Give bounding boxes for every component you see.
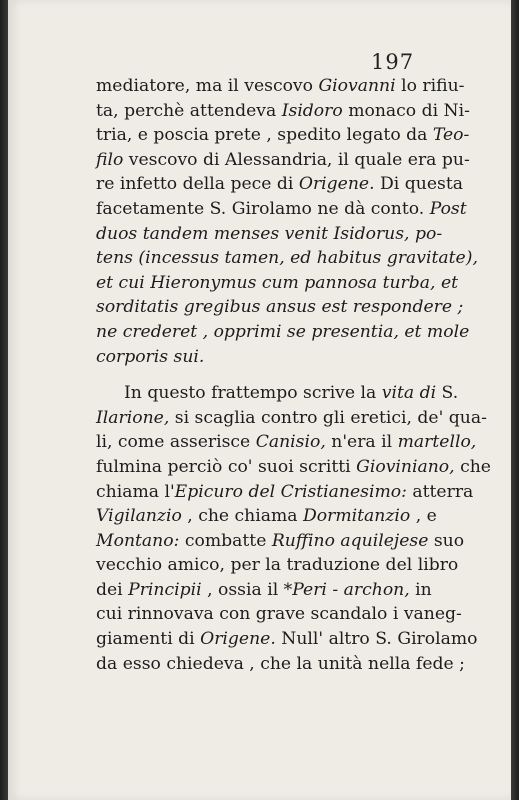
text-line [96,74,465,99]
text-line [96,553,459,578]
page-number: 197 [371,50,415,74]
text-line [96,172,463,197]
italic-text: et cui Hieronymus cum pannosa turba, et [96,272,459,293]
text-run: Null' altro S. Girolamo [275,629,478,650]
text-line [96,197,467,222]
text-line [96,480,474,505]
italic-text: ne crederet , opprimi se presentia, et mole [96,321,470,342]
text-run: vecchio amico, per la traduzione del libro [96,555,459,576]
italic-text: Origene. [200,629,276,650]
text-run: , e [410,506,437,527]
text-run: vescovo di Alessandria, il quale era pu- [123,149,470,170]
text-run: Di questa [374,174,463,195]
right-page-edge [511,0,519,800]
text-line [96,652,465,677]
italic-text: Ilarione, [96,407,170,428]
text-run: tria, e poscia prete , spedito legato da [96,125,433,146]
text-run: giamenti di [96,629,201,650]
italic-text: duos tandem menses venit Isidorus, po- [96,223,443,244]
italic-text: Teo- [432,125,470,146]
text-run: suo [428,530,465,551]
italic-text: filo [96,149,124,170]
text-run: in [409,579,432,600]
text-line [96,123,470,148]
text-run: , che chiama [181,506,303,527]
italic-text: Ruffino aquilejese [271,530,429,551]
text-run: si scaglia contro gli eretici, de' qua- [169,407,487,428]
text-run: atterra [406,481,474,502]
text-run: n'era il [325,432,398,453]
text-line [96,381,459,406]
text-run: li, come asserisce [96,432,256,453]
italic-text: Gioviniano, [356,456,455,477]
text-line [96,504,437,529]
text-line [96,295,464,320]
text-line [96,627,478,652]
italic-text: Principii [128,579,202,600]
italic-text: Vigilanzio [96,506,182,527]
paragraph-2 [96,381,491,676]
text-line [96,455,491,480]
text-line [96,320,470,345]
text-line [96,430,477,455]
text-line [96,271,459,296]
text-line [96,148,470,173]
paragraph-gap [96,369,426,381]
italic-text: Montano: [96,530,180,551]
text-line [96,246,478,271]
text-line [96,99,470,124]
italic-text: Post [429,198,467,219]
paragraph-1 [96,74,478,369]
italic-text: Dormitanzio [303,506,411,527]
text-line [96,529,465,554]
text-run: cui rinnovava con grave scandalo i vaneg- [96,604,462,625]
italic-text: martello, [397,432,477,453]
text-run: che [454,456,491,477]
italic-text: Origene. [298,174,375,195]
text-run: monaco di Ni- [342,100,470,121]
text-run: S. [436,383,459,404]
italic-text: Epicuro del Cristianesimo: [174,481,407,502]
italic-text: corporis sui. [96,346,205,367]
text-run: lo rifiu- [395,76,465,96]
body-text [96,74,491,676]
book-page [8,0,511,800]
text-run: ta, perchè attendeva [96,100,282,121]
text-line [96,222,443,247]
italic-text: vita di [381,383,437,404]
italic-text: Giovanni [318,76,396,96]
italic-text: Isidoro [281,100,343,121]
text-run: fulmina perciò co' suoi scritti [96,456,357,477]
text-run: mediatore, ma il vescovo [96,76,319,96]
text-run: facetamente S. Girolamo ne dà conto. [96,198,430,219]
italic-text: tens (incessus tamen, ed habitus gravitate), [96,248,478,269]
text-line [96,406,487,431]
text-run: combatte [179,530,272,551]
italic-text: *Peri - archon, [283,579,410,600]
text-run: da esso chiedeva , che la unità nella fede ; [96,653,465,674]
left-page-edge [0,0,8,800]
text-run: re infetto della pece di [96,174,299,195]
text-line [96,345,426,370]
text-line [96,578,432,603]
text-run: In questo frattempo scrive la [124,383,382,404]
italic-text: sorditatis gregibus ansus est respondere ; [96,297,464,318]
text-run: dei [96,579,129,600]
text-run: chiama l' [96,481,175,502]
text-run: , ossia il [201,579,284,600]
text-line [96,602,462,627]
italic-text: Canisio, [255,432,326,453]
